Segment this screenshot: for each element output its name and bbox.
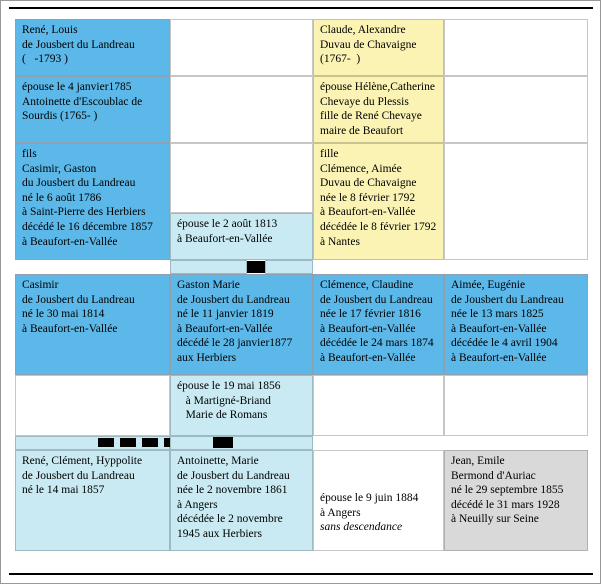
text-line: né le 11 janvier 1819 (177, 308, 274, 321)
text-line: René, Clément, Hyppolite (22, 455, 143, 467)
cell-empty-r5c3 (313, 375, 444, 436)
cell-antoinette-marie (170, 450, 313, 551)
text-line: décédée le 4 avril 1904 (451, 337, 558, 350)
text-line: Casimir (22, 279, 59, 291)
cell-empty-r1c4 (444, 19, 588, 76)
text-line: épouse le 9 juin 1884 (320, 492, 419, 504)
text-line: à Beaufort-en-Vallée (320, 322, 416, 335)
cell-claude-alexandre (313, 19, 444, 76)
text-line: épouse le 19 mai 1856 (177, 380, 281, 392)
text-line: Duvau de Chavaigne (320, 38, 417, 51)
text-line: Marie de Romans (177, 409, 268, 422)
text-line: décédée le 8 février 1792 (320, 220, 437, 233)
text-line: à Beaufort-en-Vallée (177, 232, 273, 245)
text-line: décédé le 16 décembre 1857 (22, 220, 153, 233)
text-line: de Jousbert du Landreau (22, 469, 135, 482)
cell-gaston-marie (170, 274, 313, 375)
text-line: Sourdis (1765- ) (22, 110, 98, 123)
text-line: décédée le 24 mars 1874 (320, 337, 434, 350)
cell-casimir-gaston (15, 143, 170, 260)
text-line: 1945 aux Herbiers (177, 527, 262, 540)
marker-union-1 (247, 261, 265, 273)
text-line: à Saint-Pierre des Herbiers (22, 206, 146, 219)
text-line: Bermond d'Auriac (451, 469, 536, 482)
text-line: Casimir, Gaston (22, 162, 97, 175)
cell-casimir (15, 274, 170, 375)
text-line: de Jousbert du Landreau (320, 293, 433, 306)
text-line: Claude, Alexandre (320, 24, 406, 36)
cell-aimee-eugenie (444, 274, 588, 375)
text-line: de Jousbert du Landreau (22, 293, 135, 306)
cell-empty-r5c1 (15, 375, 170, 436)
cell-empty-r5c4 (444, 375, 588, 436)
text-line: Chevaye du Plessis (320, 95, 409, 108)
cell-empty-r2c4 (444, 76, 588, 143)
text-line: du Jousbert du Landreau (22, 177, 136, 190)
text-line: de Jousbert du Landreau (177, 469, 290, 482)
text-line: à Beaufort-en-Vallée (22, 235, 118, 248)
text-line: de Jousbert du Landreau (451, 293, 564, 306)
text-line-sans-descendance: sans descendance (320, 521, 403, 534)
cell-union-1813 (170, 213, 313, 260)
cell-empty-r2c2 (170, 76, 313, 143)
text-line: Antoinette, Marie (177, 455, 259, 467)
cell-empty-r1c2 (170, 19, 313, 76)
cell-empty-r3c2 (170, 143, 313, 213)
cell-jean-emile (444, 450, 588, 551)
text-line: décédée le 2 novembre (177, 513, 283, 526)
marker-union-3 (213, 437, 233, 448)
text-line: né le 14 mai 1857 (22, 484, 105, 497)
text-line: fille (320, 148, 339, 160)
text-line: fille de René Chevaye (320, 110, 422, 123)
text-line: maire de Beaufort (320, 124, 404, 137)
text-line: né le 29 septembre 1855 (451, 484, 564, 497)
text-line: Gaston Marie (177, 279, 240, 291)
marker-strip-right (265, 260, 313, 274)
text-line: née le 2 novembre 1861 (177, 484, 288, 497)
text-line: à Beaufort-en-Vallée (451, 322, 547, 335)
cell-clemence-claudine (313, 274, 444, 375)
marker-strip-left (170, 260, 247, 274)
cell-empty-r3c4 (444, 143, 588, 260)
text-line: à Angers (320, 506, 361, 519)
text-line: à Beaufort-en-Vallée (177, 322, 273, 335)
text-line: à Beaufort-en-Vallée (320, 351, 416, 364)
text-line: décédé le 28 janvier1877 (177, 337, 293, 350)
cell-clemence-aimee (313, 143, 444, 260)
text-line: Duvau de Chavaigne (320, 177, 417, 190)
cell-rene-louis (15, 19, 170, 76)
text-line: Jean, Emile (451, 455, 505, 467)
text-line: fils (22, 148, 37, 160)
text-line: à Beaufort-en-Vallée (320, 206, 416, 219)
text-line: de Jousbert du Landreau (177, 293, 290, 306)
text-line: épouse le 2 août 1813 (177, 218, 278, 230)
text-line: épouse le 4 janvier1785 (22, 81, 132, 93)
text-line: ( -1793 ) (22, 53, 68, 66)
cell-rene-clement (15, 450, 170, 551)
text-line: épouse Hélène,Catherine (320, 81, 435, 93)
text-line: Aimée, Eugénie (451, 279, 526, 291)
text-line: aux Herbiers (177, 351, 237, 364)
text-line: Antoinette d'Escoublac de (22, 95, 143, 108)
text-line: décédé le 31 mars 1928 (451, 498, 560, 511)
text-line: à Beaufort-en-Vallée (451, 351, 547, 364)
text-line: Clémence, Claudine (320, 279, 414, 291)
text-line: René, Louis (22, 24, 78, 36)
text-line: née le 17 février 1816 (320, 308, 421, 321)
marker-strip-row6-mid (170, 436, 313, 450)
text-line: née le 13 mars 1825 (451, 308, 544, 321)
text-line: à Nantes (320, 235, 360, 248)
text-line: (1767- ) (320, 53, 361, 66)
cell-epouse-1785 (15, 76, 170, 143)
cell-union-1856 (170, 375, 313, 436)
text-line: à Martigné-Briand (177, 394, 271, 407)
text-line: de Jousbert du Landreau (22, 38, 135, 51)
text-line: née le 8 février 1792 (320, 191, 416, 204)
marker-union-2 (98, 438, 170, 447)
bottom-rule (9, 573, 593, 575)
cell-union-1884 (313, 450, 444, 551)
text-line: Clémence, Aimée (320, 162, 402, 175)
text-line: né le 30 mai 1814 (22, 308, 105, 321)
text-line: à Angers (177, 498, 218, 511)
text-line: né le 6 août 1786 (22, 191, 102, 204)
text-line: à Neuilly sur Seine (451, 513, 539, 526)
text-line: à Beaufort-en-Vallée (22, 322, 118, 335)
cell-epouse-helene (313, 76, 444, 143)
top-rule (9, 7, 593, 9)
